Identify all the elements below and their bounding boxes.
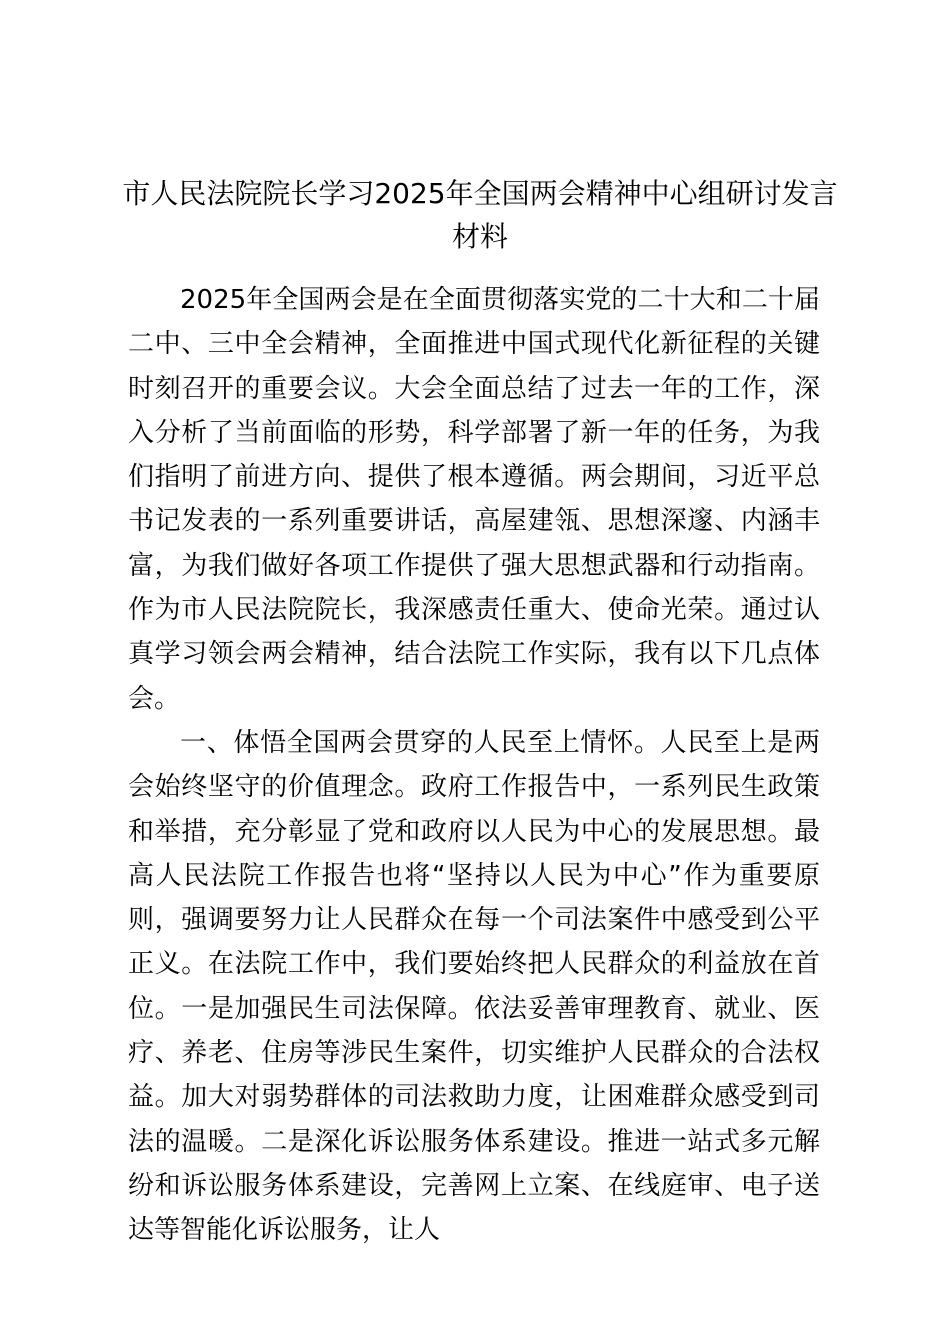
document-body [128,278,820,1253]
paragraph-section-one: 一、体悟全国两会贯穿的人民至上情怀。人民至上是两会始终坚守的价值理念。政府工作报告中，一系列民生政策和举措，充分彰显了党和政府以人民为中心的发展思想。最高人民法院工作报告也将“坚持以人民为中心”作为重要原则，强调要努力让人民群众在每一个司法案件中感受到公平正义。在法院工作中，我们要始终把人民群众的利益放在首位。一是加强民生司法保障。依法妥善审理教育、就业、医疗、养老、住房等涉民生案件，切实维护人民群众的合法权益。加大对弱势群体的司法救助力度，让困难群众感受到司法的温暖。二是深化诉讼服务体系建设。推进一站式多元解纷和诉讼服务体系建设，完善网上立案、在线庭审、电子送达等智能化诉讼服务，让人 [128,727,820,1246]
document-title: 市人民法院院长学习2025年全国两会精神中心组研讨发言材料 [122,177,838,253]
paragraph-intro: 2025年全国两会是在全面贯彻落实党的二十大和二十届二中、三中全会精神，全面推进中国式现代化新征程的关键时刻召开的重要会议。大会全面总结了过去一年的工作，深入分析了当前面临的形势，科学部署了新一年的任务，为我们指明了前进方向、提供了根本遵循。两会期间，习近平总书记发表的一系列重要讲话，高屋建瓴、思想深邃、内涵丰富，为我们做好各项工作提供了强大思想武器和行动指南。作为市人民法院院长，我深感责任重大、使命光荣。通过认真学习领会两会精神，结合法院工作实际，我有以下几点体会。 [128,285,820,714]
